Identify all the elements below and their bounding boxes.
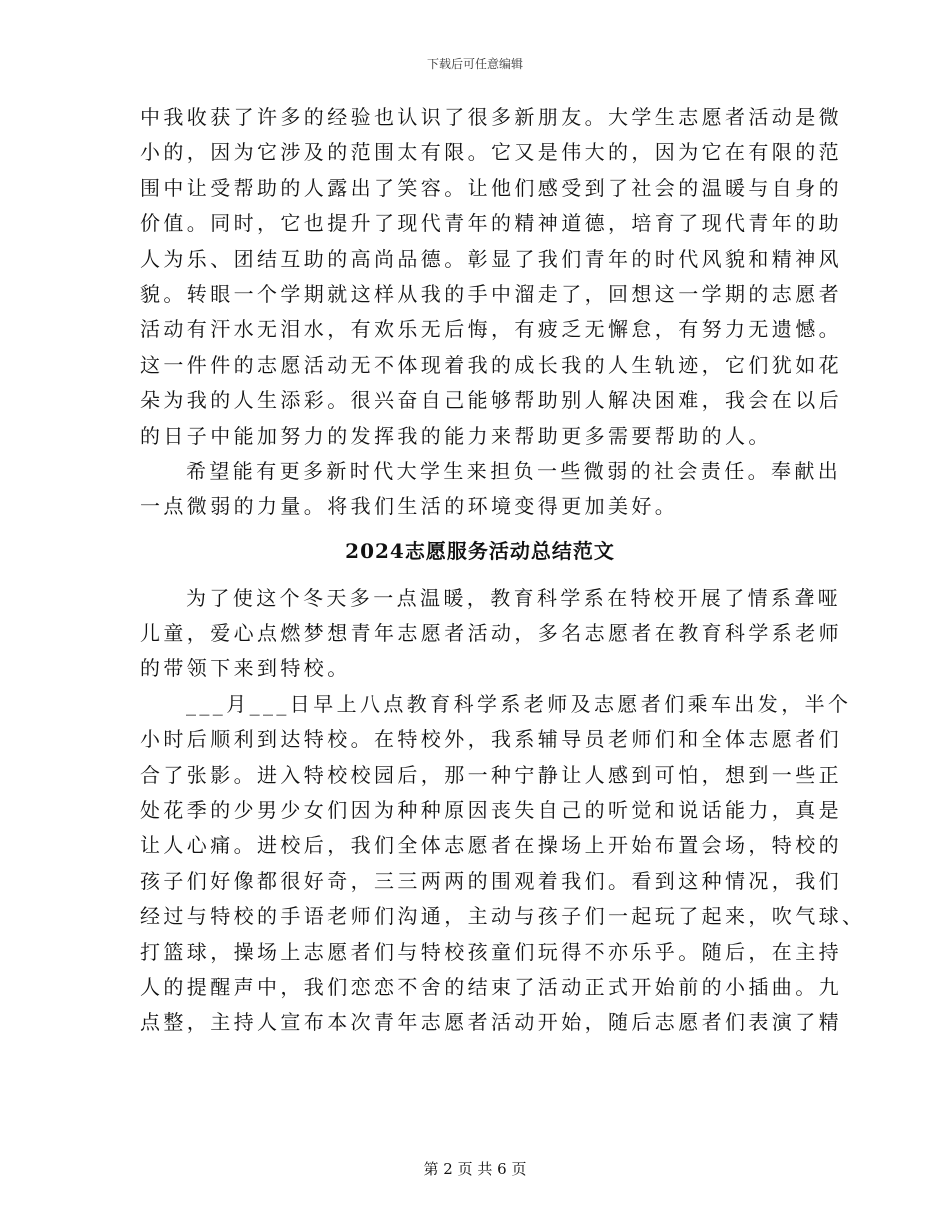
text-line: 儿童，爱心点燃梦想青年志愿者活动，多名志愿者在教育科学系老师 — [140, 621, 842, 646]
text-line: 人的提醒声中，我们恋恋不舍的结束了活动正式开始前的小插曲。九 — [140, 974, 842, 999]
text-line: 孩子们好像都很好奇，三三两两的围观着我们。看到这种情况，我们 — [140, 868, 842, 893]
text-line: 小时后顺利到达特校。在特校外，我系辅导员老师们和全体志愿者们 — [140, 727, 842, 752]
text-line: 围中让受帮助的人露出了笑容。让他们感受到了社会的温暖与自身的 — [140, 175, 842, 200]
section-title: 2024志愿服务活动总结范文 — [345, 538, 615, 563]
text-line: 希望能有更多新时代大学生来担负一些微弱的社会责任。奉献出 — [186, 458, 842, 483]
text-line: 朵为我的人生添彩。很兴奋自己能够帮助别人解决困难，我会在以后 — [140, 388, 842, 413]
text-line: 小的，因为它涉及的范围太有限。它又是伟大的，因为它在有限的范 — [140, 140, 842, 165]
text-line: 为了使这个冬天多一点温暖，教育科学系在特校开展了情系聋哑 — [186, 585, 842, 610]
text-line: 让人心痛。进校后，我们全体志愿者在操场上开始布置会场，特校的 — [140, 833, 842, 858]
text-line: 价值。同时，它也提升了现代青年的精神道德，培育了现代青年的助 — [140, 211, 842, 236]
text-line: 点整，主持人宣布本次青年志愿者活动开始，随后志愿者们表演了精 — [140, 1010, 842, 1035]
text-line: 合了张影。进入特校校园后，那一种宁静让人感到可怕，想到一些正 — [140, 762, 842, 787]
text-line: 中我收获了许多的经验也认识了很多新朋友。大学生志愿者活动是微 — [140, 105, 842, 129]
paragraph — [140, 581, 842, 687]
text-line: 打篮球，操场上志愿者们与特校孩童们玩得不亦乐乎。随后，在主持 — [140, 939, 842, 964]
text-line: 人为乐、团结互助的高尚品德。彰显了我们青年的时代风貌和精神风 — [140, 246, 842, 271]
text-line: 活动有汗水无泪水，有欢乐无后悔，有疲乏无懈怠，有努力无遗憾。 — [140, 317, 842, 342]
page-header: 下载后可任意编辑 — [426, 57, 523, 71]
document-body — [140, 100, 866, 1041]
text-line: 处花季的少男少女们因为种种原因丧失自己的听觉和说话能力，真是 — [140, 798, 842, 823]
text-line: 这一件件的志愿活动无不体现着我的成长我的人生轨迹，它们犹如花 — [140, 352, 842, 377]
page-footer: 第 2 页 共 6 页 — [423, 1160, 527, 1178]
text-line: ___月___日早上八点教育科学系老师及志愿者们乘车出发，半个 — [186, 691, 852, 716]
paragraph — [140, 454, 842, 525]
text-line: 的日子中能加努力的发挥我的能力来帮助更多需要帮助的人。 — [140, 423, 772, 448]
text-line: 一点微弱的力量。将我们生活的环境变得更加美好。 — [140, 494, 679, 519]
text-line: 的带领下来到特校。 — [140, 656, 351, 681]
paragraph — [140, 687, 866, 1041]
paragraph — [140, 100, 842, 454]
text-line: 貌。转眼一个学期就这样从我的手中溜走了，回想这一学期的志愿者 — [140, 281, 842, 306]
text-line: 经过与特校的手语老师们沟通，主动与孩子们一起玩了起来，吹气球、 — [140, 904, 866, 929]
